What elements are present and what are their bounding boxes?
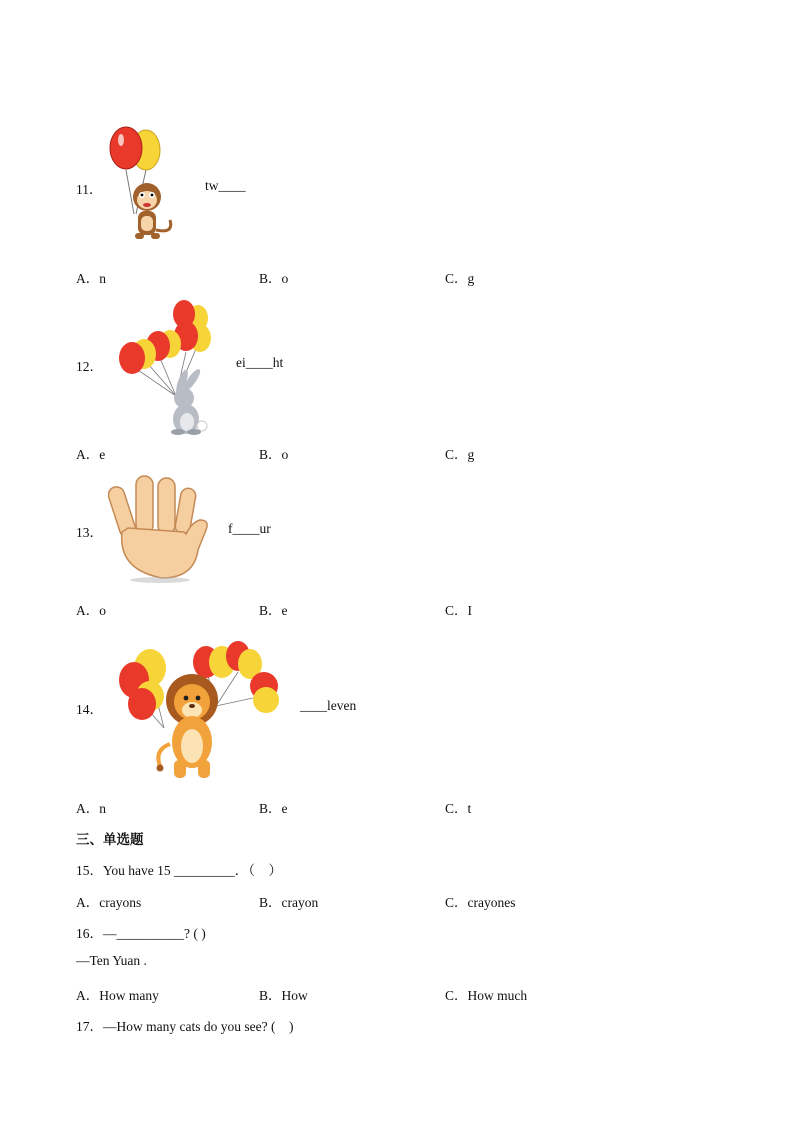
option-c[interactable]: C．I: [445, 603, 472, 618]
option-a[interactable]: A．e: [76, 447, 106, 462]
monkey-balloons-illustration: [104, 122, 184, 252]
option-c[interactable]: C．g: [445, 447, 475, 462]
option-b[interactable]: B．crayon: [259, 895, 319, 910]
word-prompt: ei____ht: [236, 355, 284, 370]
option-c[interactable]: C．How much: [445, 988, 528, 1003]
question-15-stem: 15．You have 15 _________．（ ）: [76, 863, 283, 878]
question-number: 13．: [76, 525, 103, 540]
question-number: 12．: [76, 359, 103, 374]
option-a[interactable]: A．How many: [76, 988, 159, 1003]
option-a[interactable]: A．n: [76, 801, 106, 816]
option-b[interactable]: B．o: [259, 447, 289, 462]
option-b[interactable]: B．e: [259, 801, 288, 816]
option-a[interactable]: A．n: [76, 271, 106, 286]
option-a[interactable]: A．o: [76, 603, 106, 618]
lion-balloons-illustration: [116, 640, 282, 782]
option-b[interactable]: B．e: [259, 603, 288, 618]
option-c[interactable]: C．t: [445, 801, 472, 816]
option-c[interactable]: C．g: [445, 271, 475, 286]
question-number: 11．: [76, 182, 103, 197]
word-prompt: ____leven: [300, 698, 357, 713]
hand-illustration: [108, 474, 212, 584]
option-a[interactable]: A．crayons: [76, 895, 142, 910]
option-c[interactable]: C．crayones: [445, 895, 516, 910]
option-b[interactable]: B．How: [259, 988, 308, 1003]
word-prompt: tw____: [205, 178, 246, 193]
rabbit-balloons-illustration: [114, 296, 216, 436]
question-number: 14．: [76, 702, 103, 717]
question-16-answer-line: —Ten Yuan .: [76, 953, 147, 968]
option-b[interactable]: B．o: [259, 271, 289, 286]
word-prompt: f____ur: [228, 521, 271, 536]
question-17-stem: 17．—How many cats do you see? ( ): [76, 1019, 294, 1034]
section-heading: 三、单选题: [76, 832, 144, 848]
question-16-stem: 16．—__________? ( ): [76, 926, 206, 941]
